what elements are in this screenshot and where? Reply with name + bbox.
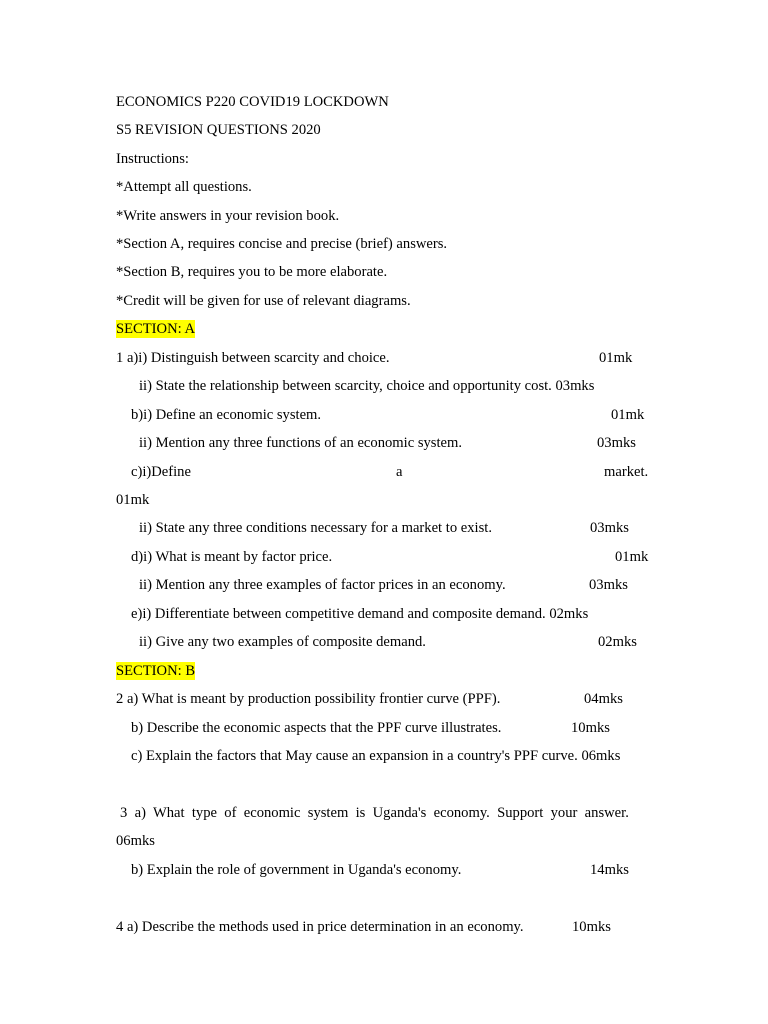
question-marks: 03mks: [597, 435, 636, 451]
instruction-item: *Credit will be given for use of relevant diagrams.: [116, 293, 411, 309]
question-text: ii) Mention any three examples of factor prices in an economy.: [139, 577, 506, 593]
question-marks: 02mks: [598, 634, 637, 650]
instruction-item: *Write answers in your revision book.: [116, 208, 340, 224]
question-marks: 01mk: [615, 549, 649, 565]
document-title: ECONOMICS P220 COVID19 LOCKDOWN: [116, 94, 389, 110]
instruction-item: *Section B, requires you to be more elaborate.: [116, 264, 388, 280]
question-marks: 14mks: [590, 862, 629, 878]
instruction-item: *Section A, requires concise and precise (brief) answers.: [116, 236, 448, 252]
question-marks: 10mks: [571, 720, 610, 736]
question-text: ii) State the relationship between scarcity, choice and opportunity cost. 03mks: [139, 378, 595, 394]
question-text: 3 a) What type of economic system is Uganda's economy. Support your answer.: [120, 805, 629, 821]
question-text: 01mk: [116, 492, 150, 508]
instruction-item: *Attempt all questions.: [116, 179, 252, 195]
question-marks: 10mks: [572, 919, 611, 935]
instructions-heading: Instructions:: [116, 151, 189, 167]
question-text: ii) Give any two examples of composite demand.: [139, 634, 426, 650]
question-text: c) Explain the factors that May cause an expansion in a country's PPF curve. 06mks: [131, 748, 621, 764]
question-marks: 03mks: [590, 520, 629, 536]
section-b-heading: SECTION: B: [116, 663, 196, 679]
question-marks: 01mk: [599, 350, 633, 366]
question-text: ii) State any three conditions necessary for a market to exist.: [139, 520, 492, 536]
question-text: e)i) Differentiate between competitive demand and composite demand. 02mks: [131, 606, 589, 622]
question-text: 06mks: [116, 833, 155, 849]
question-text: ii) Mention any three functions of an economic system.: [139, 435, 463, 451]
question-text-word: a: [396, 464, 403, 480]
question-text: 1 a)i) Distinguish between scarcity and choice.: [116, 350, 390, 366]
question-text: b) Describe the economic aspects that the PPF curve illustrates.: [131, 720, 502, 736]
document-subtitle: S5 REVISION QUESTIONS 2020: [116, 122, 321, 138]
question-marks: 04mks: [584, 691, 623, 707]
question-text: c)i)Define: [131, 464, 191, 480]
question-text-word: market.: [604, 464, 649, 480]
question-text: b) Explain the role of government in Uganda's economy.: [131, 862, 462, 878]
question-text: b)i) Define an economic system.: [131, 407, 322, 423]
section-a-heading: SECTION: A: [116, 321, 196, 337]
question-marks: 03mks: [589, 577, 628, 593]
question-text: 4 a) Describe the methods used in price determination in an economy.: [116, 919, 524, 935]
question-text: 2 a) What is meant by production possibility frontier curve (PPF).: [116, 691, 501, 707]
question-text: d)i) What is meant by factor price.: [131, 549, 333, 565]
question-marks: 01mk: [611, 407, 645, 423]
